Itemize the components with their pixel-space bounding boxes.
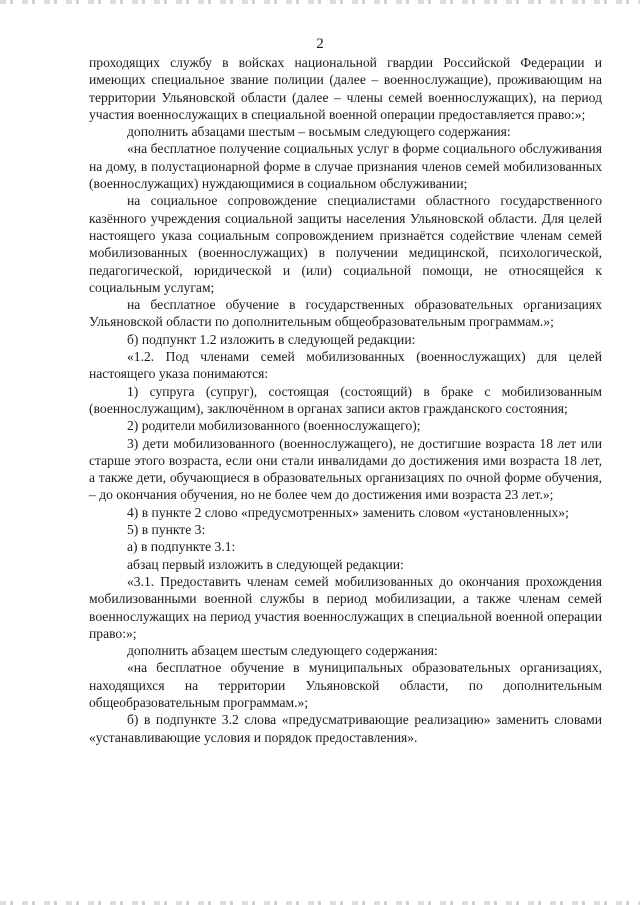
paragraph: 1) супруга (супруг), состоящая (состоящий) в браке с мобилизованным (военнослужащим), заключённом в органах записи актов гражданского состояния; — [89, 383, 602, 416]
paragraph: б) в подпункте 3.2 слова «предусматривающие реализацию» заменить словами «устанавливающие условия и порядок предоставления». — [89, 712, 602, 745]
paragraph: «1.2. Под членами семей мобилизованных (военнослужащих) для целей настоящего указа понимаются: — [89, 349, 602, 382]
paragraph: 5) в пункте 3: — [127, 522, 206, 538]
paragraph: на бесплатное обучение в государственных образовательных организациях Ульяновской области по дополнительным общеобразовательным программам.»; — [89, 297, 602, 330]
paragraph: б) подпункт 1.2 изложить в следующей редакции: — [127, 331, 416, 347]
paragraph: 3) дети мобилизованного (военнослужащего), не достигшие возраста 18 лет или старше этого возраста, если они стали инвалидами до достижения ими возраста 18 лет, а также дети, обучающиеся в образовательных организациях по очной форме обучения, – до окончания обучения, но не более чем до достижения ими возраста 23 лет.»; — [89, 435, 602, 503]
paragraph: «3.1. Предоставить членам семей мобилизованных до окончания прохождения мобилизованными военной службы в период мобилизации, а также членам семей военнослужащих на период участия военнослужащих в специальной военной операции право:»; — [89, 573, 602, 641]
paragraph: «на бесплатное получение социальных услуг в форме социального обслуживания на дому, в полустационарной форме в случае признания членов семей мобилизованных (военнослужащих) нуждающимися в социальном обслуживании; — [89, 141, 602, 192]
paragraph: дополнить абзацем шестым следующего содержания: — [127, 643, 438, 659]
scan-edge-top — [0, 0, 640, 4]
paragraph: а) в подпункте 3.1: — [127, 539, 236, 555]
paragraph: на социальное сопровождение специалистами областного государственного казённого учреждения социальной защиты населения Ульяновской области. Для целей настоящего указа социальным сопровождением признаётся содействие членам семей мобилизованных (военнослужащих) в получении медицинской, психологической, педагогической, юридической и (или) социальной помощи, не относящейся к социальным услугам; — [89, 193, 602, 295]
paragraph-continuation: проходящих службу в войсках национальной гвардии Российской Федерации и имеющих специальное звание полиции (далее – военнослужащие), проживающим на территории Ульяновской области (далее – члены семей военнослужащих), на период участия военнослужащих в специальной военной операции предоставляется право:»; — [89, 55, 602, 122]
scan-edge-bottom — [0, 901, 640, 905]
paragraph: 2) родители мобилизованного (военнослужащего); — [127, 418, 421, 434]
paragraph: дополнить абзацами шестым – восьмым следующего содержания: — [127, 124, 511, 140]
paragraph: «на бесплатное обучение в муниципальных образовательных организациях, находящихся на территории Ульяновской области, по дополнительным общеобразовательным программам.»; — [89, 660, 602, 710]
paragraph: абзац первый изложить в следующей редакции: — [127, 556, 404, 572]
paragraph: 4) в пункте 2 слово «предусмотренных» заменить словом «установленных»; — [127, 504, 569, 520]
page-number: 2 — [316, 36, 324, 52]
document-body — [89, 54, 602, 746]
